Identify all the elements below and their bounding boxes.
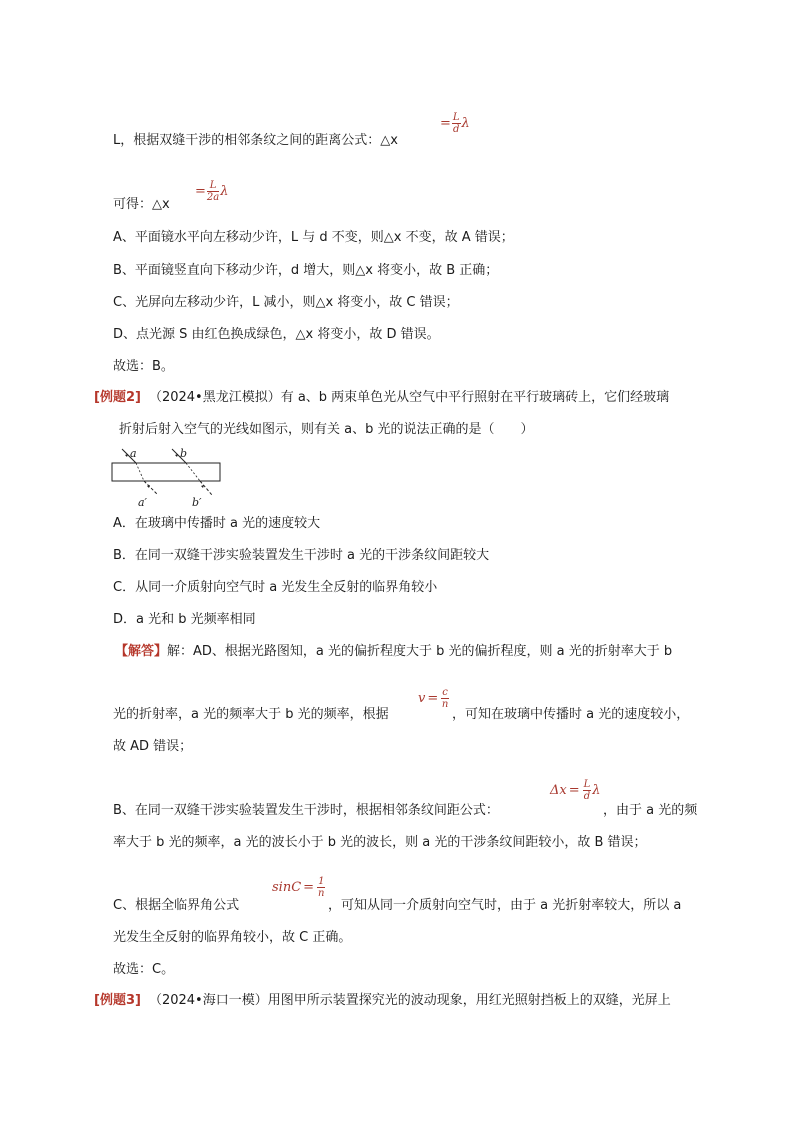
formula-fraction	[207, 180, 219, 203]
option-d: D．a 光和 b 光频率相同	[113, 612, 256, 627]
ray-a-refracted	[136, 463, 144, 481]
text-line: 可得：△x	[113, 197, 170, 212]
solution-line6b: ，可知从同一介质射向空气时，由于 a 光折射率较大，所以 a	[328, 898, 682, 913]
question-text: （2024•海口一模）用图甲所示装置探究光的波动现象，用红光照射挡板上的双缝，光屏上	[148, 993, 671, 1008]
formula-velocity	[418, 687, 450, 710]
fraction-numerator: c	[442, 687, 448, 698]
answer-line: 故选：B。	[113, 359, 174, 374]
example-tag: [例题2]	[94, 390, 141, 405]
label-a: a	[130, 447, 137, 460]
question-text: （2024•黑龙江模拟）有 a、b 两束单色光从空气中平行照射在平行玻璃砖上，它们经玻璃	[148, 390, 670, 405]
fraction-numerator: L	[207, 180, 219, 192]
solution-line3: 故 AD 错误；	[113, 739, 193, 754]
formula-equals: =	[440, 116, 451, 131]
formula-fraction	[317, 876, 325, 899]
fraction-denominator: d	[453, 124, 460, 135]
glass-slab-figure	[108, 443, 226, 511]
label-b: b	[180, 447, 188, 460]
example-2-question-line2: 折射后射入空气的光线如图示，则有关 a、b 光的说法正确的是（ ）	[119, 422, 534, 437]
solution-line1	[115, 643, 672, 661]
formula-equals: =	[568, 783, 580, 798]
formula-lhs: sinC	[272, 880, 302, 895]
formula-fringe-spacing	[550, 779, 601, 802]
formula-fraction	[583, 779, 592, 802]
formula-lhs: Δx	[550, 783, 567, 798]
solution-line4a: B、在同一双缝干涉实验装置发生干涉时，根据相邻条纹间距公式：	[113, 803, 499, 818]
arrow-icon	[125, 454, 128, 457]
option-a: A．在玻璃中传播时 a 光的速度较大	[113, 516, 321, 531]
example-2-question-line1	[94, 389, 669, 407]
label-b-prime: b′	[192, 496, 202, 509]
fraction-numerator: L	[452, 112, 460, 123]
glass-slab	[112, 463, 220, 481]
label-a-prime: a′	[138, 496, 148, 509]
option-b: B．在同一双缝干涉实验装置发生干涉时 a 光的干涉条纹间距较大	[113, 548, 490, 563]
fraction-denominator: n	[441, 699, 449, 710]
option-analysis-d: D、点光源 S 由红色换成绿色，△x 将变小，故 D 错误。	[113, 327, 440, 342]
arrow-icon	[201, 485, 204, 488]
option-analysis-c: C、光屏向左移动少许，L 减小，则△x 将变小，故 C 错误；	[113, 295, 459, 310]
formula-delta-x	[440, 112, 470, 135]
formula-lhs: v	[418, 691, 426, 706]
fraction-denominator: 2a	[206, 192, 220, 203]
formula-fraction	[441, 687, 449, 710]
solution-line7: 光发生全反射的临界角较小，故 C 正确。	[113, 930, 352, 945]
option-analysis-a: A、平面镜水平向左移动少许，L 与 d 不变，则△x 不变，故 A 错误；	[113, 230, 514, 245]
formula-fraction	[452, 112, 461, 135]
fraction-denominator: n	[318, 888, 325, 899]
arrow-icon	[175, 454, 178, 457]
fraction-numerator: 1	[318, 876, 325, 887]
formula-lambda: λ	[220, 184, 229, 199]
example-3-question-line1	[94, 992, 671, 1010]
formula-lambda: λ	[461, 116, 470, 131]
formula-critical-angle	[272, 876, 326, 899]
formula-delta-x-result	[195, 180, 228, 203]
option-analysis-b: B、平面镜竖直向下移动少许，d 增大，则△x 将变小，故 B 正确；	[113, 263, 499, 278]
solution-tag: 【解答】	[115, 644, 168, 659]
ray-b-emergent	[200, 481, 212, 495]
ray-b-refracted	[186, 463, 200, 481]
ray-a-emergent	[144, 481, 158, 495]
fraction-denominator: d	[583, 791, 591, 802]
solution-line2b: ，可知在玻璃中传播时 a 光的速度较小，	[452, 707, 690, 722]
formula-equals: =	[303, 880, 315, 895]
solution-line5: 率大于 b 光的频率，a 光的波长小于 b 光的波长，则 a 光的干涉条纹间距较小，故 B 错误；	[113, 835, 647, 850]
formula-equals: =	[427, 691, 439, 706]
example-tag: [例题3]	[94, 993, 141, 1008]
solution-text: 解：AD、根据光路图知，a 光的偏折程度大于 b 光的偏折程度，则 a 光的折射率大于 b	[167, 644, 673, 659]
text-line: L，根据双缝干涉的相邻条纹之间的距离公式：△x	[113, 133, 398, 148]
fraction-numerator: L	[583, 779, 591, 790]
solution-line6a: C、根据全临界角公式	[113, 898, 240, 913]
option-c: C．从同一介质射向空气时 a 光发生全反射的临界角较小	[113, 580, 438, 595]
formula-lambda: λ	[592, 783, 601, 798]
solution-line4b: ，由于 a 光的频	[603, 803, 698, 818]
solution-line2a: 光的折射率，a 光的频率大于 b 光的频率，根据	[113, 707, 389, 722]
answer-line: 故选：C。	[113, 962, 175, 977]
formula-equals: =	[195, 184, 206, 199]
